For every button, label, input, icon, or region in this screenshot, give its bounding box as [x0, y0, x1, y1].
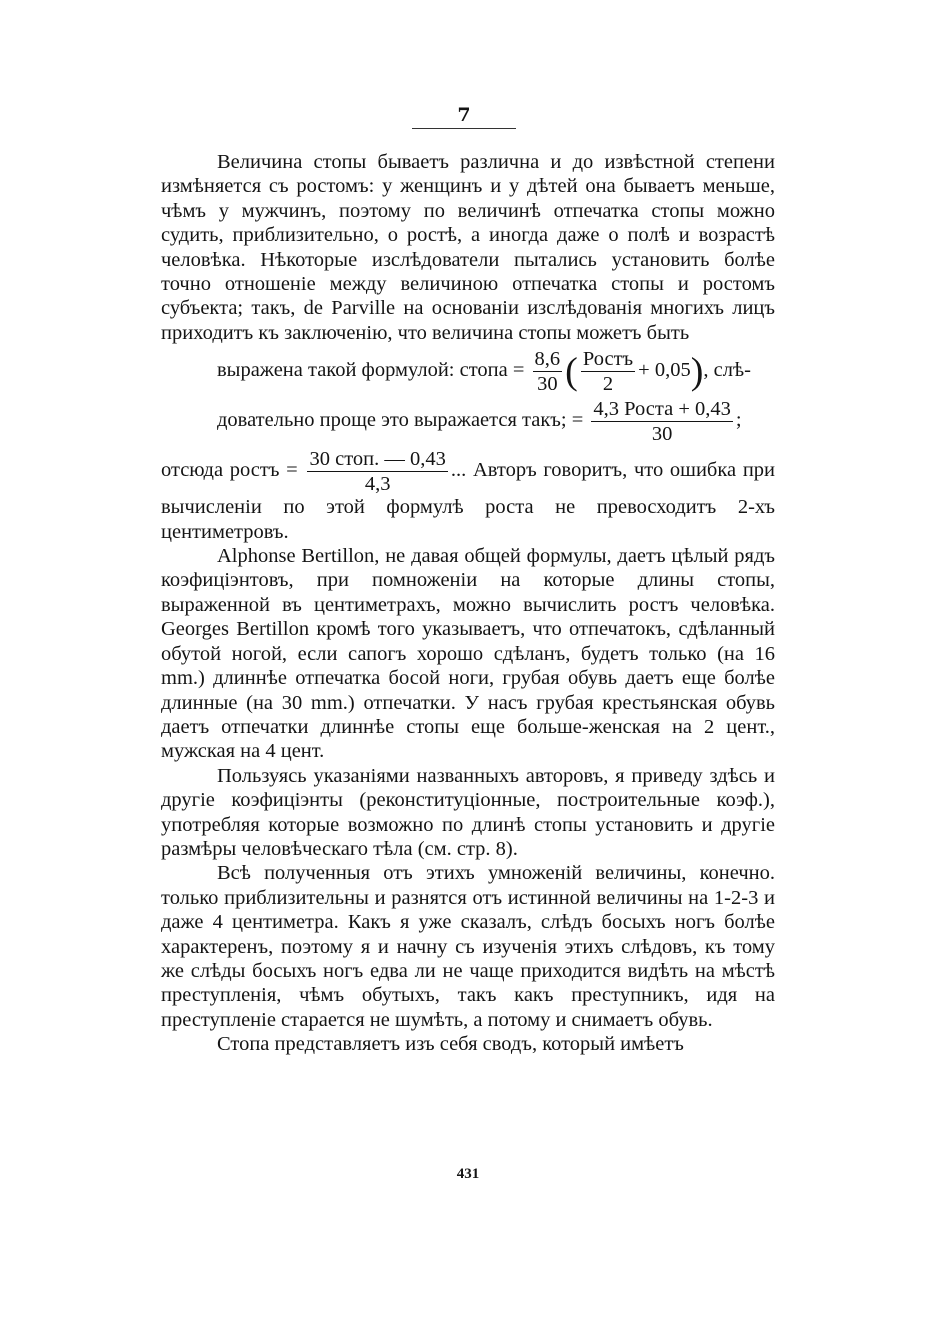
- formula-height: [161, 447, 451, 496]
- formula-3-fraction: [307, 449, 447, 495]
- formula-2-suffix: ;: [735, 409, 742, 432]
- formula-1-inner-tail: + 0,05: [638, 359, 691, 382]
- paragraph-foot-size: [161, 150, 775, 544]
- formula-2-prefix: довательно проще это выражается такъ; =: [217, 409, 584, 432]
- header-rule: [412, 128, 516, 129]
- formula-1-left-paren: (: [565, 350, 578, 393]
- formula-1-prefix: выражена такой формулой: стопа =: [217, 359, 525, 382]
- formula-1-coef-numerator: 8,6: [533, 349, 563, 373]
- formula-1-inner-denominator: 2: [602, 373, 614, 396]
- page-number: 7: [457, 104, 471, 126]
- paragraph-bertillon: Alphonse Bertillon, не давая общей формулы, даетъ цѣлый рядъ коэфиціэнтовъ, при помноженіи на которые длины стопы, выраженной въ центиметрахъ, можно вычислить ростъ человѣка. Georges Bertillon кромѣ того указываетъ, что отпечатокъ, сдѣланный обутой ногой, если сапогъ хорошо сдѣланъ, будетъ только (на 16 mm.) длиннѣе отпечатка босой ноги, грубая обувь даетъ еще болѣе длинные (на 30 mm.) отпечатки. У насъ грубая крестьянская обувь даетъ отпечатки длиннѣе стопы еще больше-женская на 2 цент., мужская на 4 цент.: [161, 545, 775, 763]
- formula-3-suffix: ... Авторъ говоритъ, что ошибка при вычисленіи по этой формулѣ роста не превосходитъ 2-хъ центиметровъ.: [161, 459, 776, 543]
- formula-2-denominator: 30: [651, 423, 673, 446]
- formula-1-coef-denominator: 30: [537, 373, 558, 396]
- sheet-number: 431: [456, 1166, 480, 1182]
- formula-3-numerator: 30 стоп. — 0,43: [307, 449, 447, 473]
- formula-1-inner-fraction: [581, 349, 635, 395]
- formula-1-coefficient: [533, 349, 563, 395]
- paragraph-approximation: Всѣ полученныя отъ этихъ умноженій величины, конечно. только приблизительны и разнятся отъ истинной величины на 1-2-3 и даже 4 центиметра. Какъ я уже сказалъ, слѣдъ босыхъ ногъ болѣе характеренъ, поэтому я и начну съ изученія этихъ слѣдовъ, къ тому же слѣды босыхъ ногъ едва ли не чаще приходится видѣть на мѣстѣ преступленія, чѣмъ обутыхъ, такъ какъ преступникъ, идя на преступленіе старается не шумѣть, а потому и снимаетъ обувь.: [161, 862, 775, 1031]
- formula-3-denominator: 4,3: [364, 473, 391, 496]
- formula-simplified: [161, 395, 775, 445]
- formula-1-inner-numerator: Ростъ: [581, 349, 635, 373]
- main-text: [161, 150, 775, 1057]
- formula-de-parville: [161, 345, 775, 395]
- paragraph-arch: Стопа представляетъ изъ себя сводъ, который имѣетъ: [217, 1033, 684, 1056]
- formula-2-numerator: 4,3 Роста + 0,43: [591, 399, 733, 423]
- paragraph-coefficients: Пользуясь указаніями названныхъ авторовъ, я приведу здѣсь и другіе коэфиціэнты (реконституціонные, построительные коэф.), употребляя которые возможно по длинѣ стопы установить и другіе размѣры человѣческаго тѣла (см. стр. 8).: [161, 764, 775, 860]
- formula-3-prefix: отсюда ростъ =: [161, 459, 298, 482]
- page-header: [412, 104, 516, 129]
- formula-2-fraction: [591, 399, 733, 445]
- formula-1-suffix: , слѣ-: [703, 359, 751, 382]
- formula-1-right-paren: ): [690, 350, 704, 393]
- paragraph-foot-size-text: Величина стопы бываетъ различна и до извѣстной степени измѣняется съ ростомъ: у женщинъ и у дѣтей она бываетъ меньше, чѣмъ у мужчинъ, поэтому по величинѣ отпечатка стопы можно судить, приблизительно, о ростѣ, а иногда даже о полѣ и возрастѣ человѣка. Нѣкоторые изслѣдователи пытались установить болѣе точно отношеніе между величиною отпечатка стопы и ростомъ субъекта; такъ, de Parville на основаніи изслѣдованія многихъ лицъ приходитъ къ заключенію, что величина стопы можетъ быть: [161, 151, 775, 344]
